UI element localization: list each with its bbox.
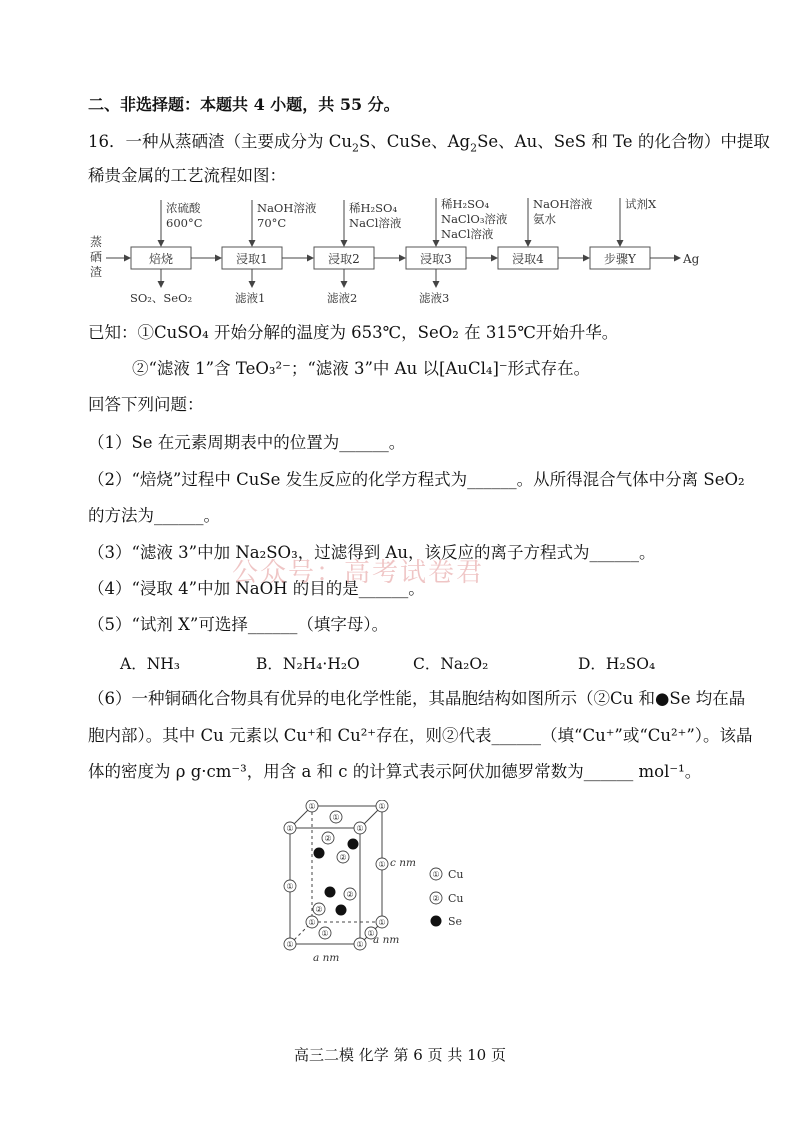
input-roast-2: 600°C [166,216,203,230]
legend-se: Se [448,915,463,928]
legend-cu-1: Cu [448,868,464,881]
svg-text:①: ① [308,918,316,927]
svg-text:①: ① [286,940,294,949]
svg-text:①: ① [308,802,316,811]
question-1: （1）Se 在元素周期表中的位置为______。 [88,433,406,452]
raw-material-char-1: 蒸 [90,235,103,249]
svg-text:①: ① [356,940,364,949]
step-box-step-y [590,247,650,269]
question-3: （3）“滤液 3”中加 Na₂SO₃，过滤得到 Au，该反应的离子方程式为______。 [88,543,656,562]
input-leach3-1: 稀H₂SO₄ [441,197,490,211]
step-box-leach-1 [222,247,282,269]
output-filtrate-2: 滤液2 [327,291,358,305]
input-leach2-2: NaCl溶液 [349,216,402,230]
svg-text:①: ① [378,918,386,927]
svg-text:②: ② [324,834,332,843]
option-d: D．H₂SO₄ [578,655,656,673]
svg-text:②: ② [346,890,354,899]
question-6-line-1: （6）一种铜硒化合物具有优异的电化学性能，其晶胞结构如图所示（②Cu 和●Se 均在晶 [88,689,746,708]
output-filtrate-1: 滤液1 [235,291,266,305]
q16-intro: 16．一种从蒸硒渣（主要成分为 $Cu_2S$、CuSe、$Ag_2Se$、Au、SeS 和 Te 的化合物）中提取 [88,132,770,155]
svg-text:①: ① [286,824,294,833]
raw-material-char-2: 硒 [90,250,103,264]
step-box-roast [131,247,191,269]
question-2-line-1: （2）“焙烧”过程中 CuSe 发生反应的化学方程式为______。从所得混合气体中分离 SeO₂ [88,470,745,489]
option-c: C．Na₂O₂ [413,655,489,673]
q16-intro-a: 16．一种从蒸硒渣（主要成分为 Cu [88,132,352,151]
svg-text:①: ① [367,929,375,938]
legend [430,868,464,928]
raw-material-char-3: 渣 [90,265,103,279]
svg-text:焙烧: 焙烧 [148,252,174,266]
question-6-line-3: 体的密度为 ρ g·cm⁻³，用含 a 和 c 的计算式表示阿伏加德罗常数为______ mol⁻¹。 [88,762,702,781]
crystal-unit-cell-diagram [270,800,510,970]
answer-prompt: 回答下列问题： [88,395,204,414]
product-ag: Ag [683,252,700,266]
input-leach4-2: 氨水 [533,212,556,226]
svg-text:浸取4: 浸取4 [512,252,544,266]
svg-text:①: ① [432,870,440,879]
svg-text:②: ② [432,894,440,903]
output-roast: SO₂、SeO₂ [130,291,193,305]
svg-text:②: ② [339,853,347,862]
process-flowchart [88,192,728,312]
q16-intro-c: Se、Au、SeS 和 Te 的化合物）中提取 [477,132,770,151]
input-leach2-1: 稀H₂SO₄ [349,201,398,215]
watermark: 公众号：高考试卷君 [232,558,485,588]
cu-site-1-group [284,800,388,950]
svg-text:①: ① [378,860,386,869]
svg-text:①: ① [356,824,364,833]
input-step-y: 试剂X [625,197,657,211]
q16-intro-b: S、CuSe、Ag [359,132,471,151]
svg-text:浸取2: 浸取2 [328,252,360,266]
input-leach1-2: 70°C [257,216,287,230]
question-2-line-2: 的方法为______。 [88,506,220,525]
input-leach3-2: NaClO₃溶液 [441,212,508,226]
svg-text:①: ① [321,929,329,938]
svg-text:步骤Y: 步骤Y [604,252,636,266]
svg-text:②: ② [315,905,323,914]
input-leach4-1: NaOH溶液 [533,197,593,211]
option-b: B．N₂H₄·H₂O [256,655,360,673]
svg-text:①: ① [332,813,340,822]
a-dimension-label-bottom: a nm [313,952,340,964]
legend-cu-2: Cu [448,892,464,905]
input-leach3-3: NaCl溶液 [441,227,494,241]
output-filtrate-3: 滤液3 [419,291,450,305]
svg-text:浸取3: 浸取3 [420,252,452,266]
question-4: （4）“浸取 4”中加 NaOH 的目的是______。 [88,579,425,598]
a-dimension-label-right: a nm [373,934,400,946]
input-roast-1: 浓硫酸 [166,201,201,215]
step-box-leach-2 [314,247,374,269]
q16-intro-line2: 稀贵金属的工艺流程如图： [88,166,286,185]
known-line-1: 已知：①CuSO₄ 开始分解的温度为 653℃，SeO₂ 在 315℃开始升华。 [88,323,619,342]
svg-text:浸取1: 浸取1 [236,252,268,266]
question-5: （5）“试剂 X”可选择______（填字母）。 [88,615,389,634]
option-a: A．NH₃ [120,655,180,673]
input-leach1-1: NaOH溶液 [257,201,317,215]
page-footer: 高三二模 化学 第 6 页 共 10 页 [293,1046,506,1064]
section-heading: 二、非选择题：本题共 4 小题，共 55 分。 [88,95,400,114]
step-box-leach-3 [406,247,466,269]
c-dimension-label: c nm [390,857,416,869]
step-box-leach-4 [498,247,558,269]
svg-text:①: ① [286,882,294,891]
svg-text:①: ① [378,802,386,811]
known-line-2: ②“滤液 1”含 TeO₃²⁻；“滤液 3”中 Au 以[AuCl₄]⁻形式存在。 [132,359,591,378]
question-6-line-2: 胞内部）。其中 Cu 元素以 Cu⁺和 Cu²⁺存在，则②代表______（填“Cu⁺”或“Cu²⁺”）。该晶 [88,726,753,745]
